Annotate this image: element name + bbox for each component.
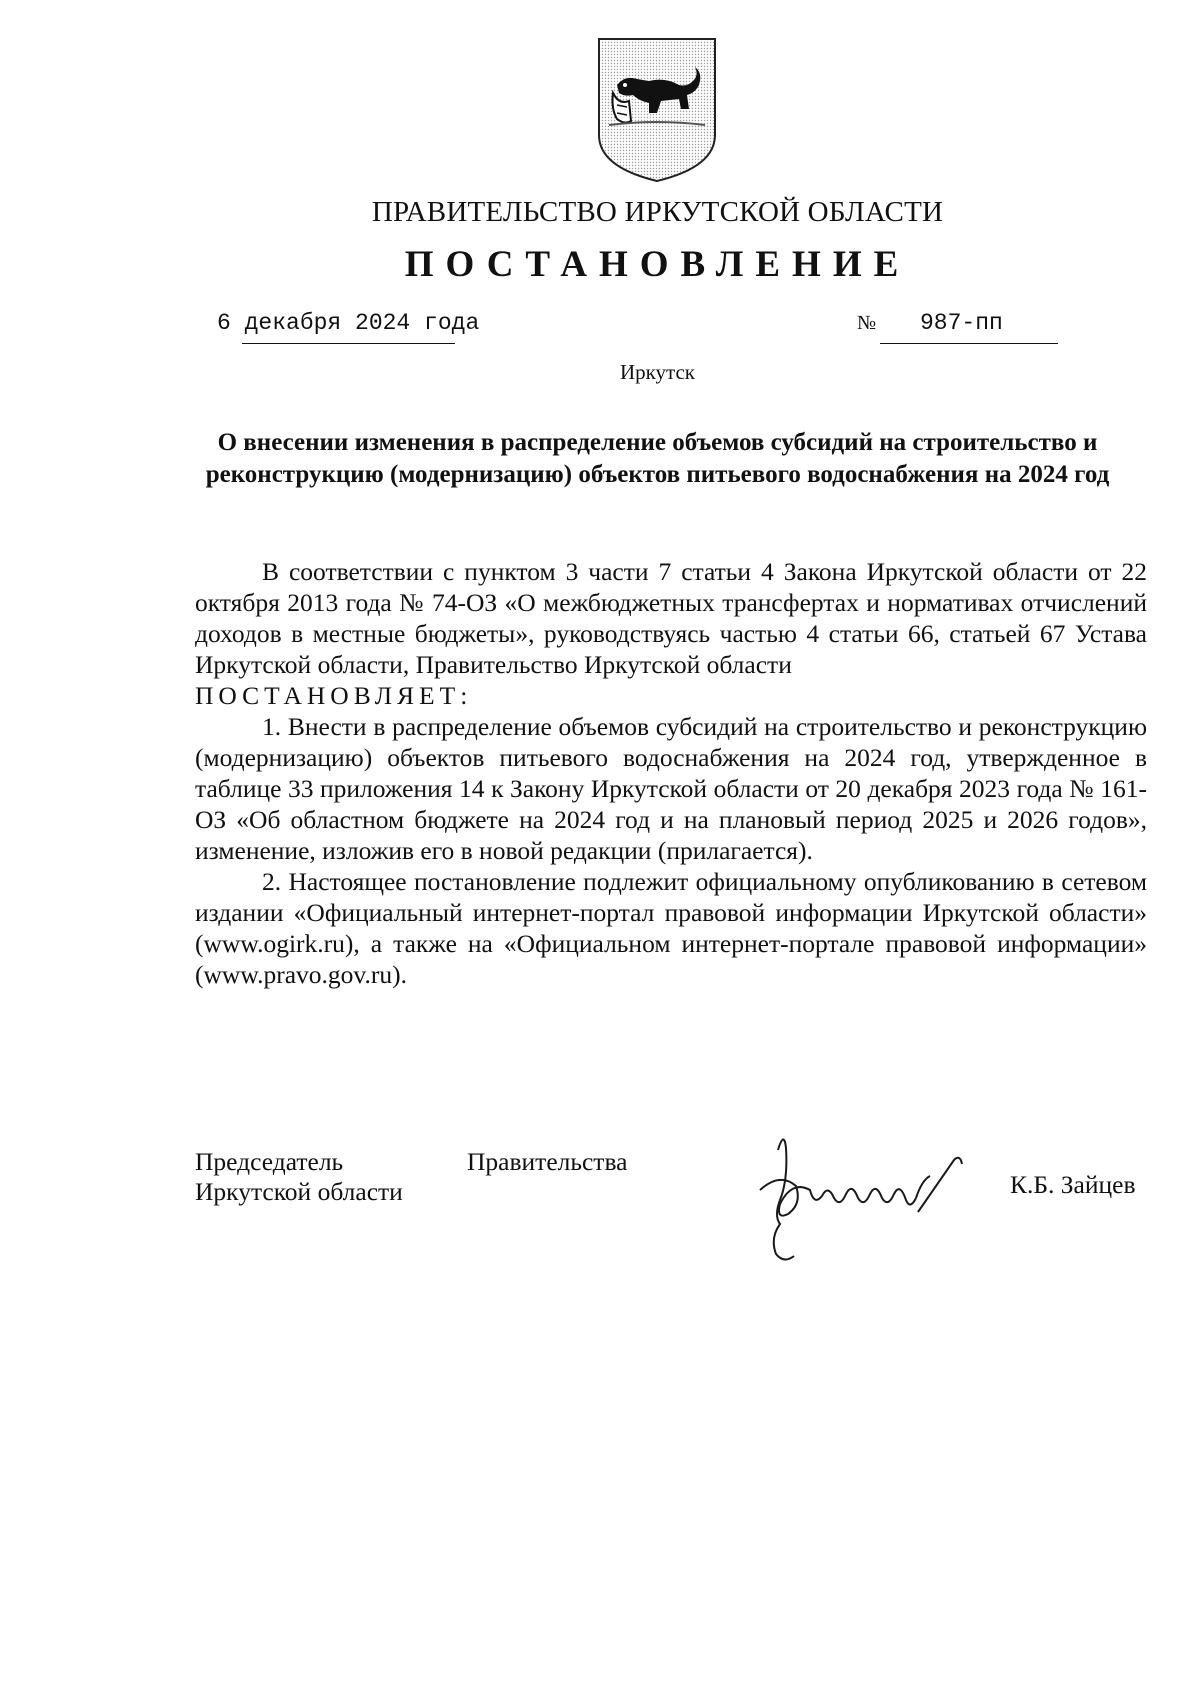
signer-role-region: Иркутской области bbox=[195, 1177, 403, 1206]
document-date: 6 декабря 2024 года bbox=[217, 310, 480, 336]
item-2-paragraph: 2. Настоящее постановление подлежит официальному опубликованию в сетевом издании «Официальный интернет-портал правовой информации Иркутской области» (www.ogirk.ru), а также на «Официальном интернет-портале правовой информации» (www.pravo.gov.ru). bbox=[195, 867, 1147, 989]
decree-word: ПОСТАНОВЛЯЕТ: bbox=[195, 681, 473, 710]
coat-of-arms-icon bbox=[595, 35, 719, 185]
signer-role-chairman: Председатель bbox=[195, 1147, 344, 1176]
city: Иркутск bbox=[619, 360, 696, 384]
signer-name: К.Б. Зайцев bbox=[1010, 1170, 1136, 1199]
signer-role-government: Правительства bbox=[467, 1147, 628, 1176]
number-underline bbox=[880, 343, 1058, 344]
document-heading: О внесении изменения в распределение объемов субсидий на строительство и реконструкцию (модернизацию) объектов питьевого водоснабжения на 2024 год bbox=[205, 429, 1110, 488]
preamble-paragraph: В соответствии с пунктом 3 части 7 статьи 4 Закона Иркутской области от 22 октября 2013 года № 74-ОЗ «О межбюджетных трансфертах и нормативах отчислений доходов в местные бюджеты», руководствуясь частью 4 статьи 66, статьей 67 Устава Иркутской области, Правительство Иркутской области bbox=[195, 557, 1147, 679]
handwritten-signature-icon bbox=[740, 1120, 970, 1265]
document-type: ПОСТАНОВЛЕНИЕ bbox=[404, 244, 911, 285]
document-number: 987-пп bbox=[920, 310, 1003, 336]
government-title: ПРАВИТЕЛЬСТВО ИРКУТСКОЙ ОБЛАСТИ bbox=[371, 196, 944, 228]
item-1-paragraph: 1. Внести в распределение объемов субсидий на строительство и реконструкцию (модернизацию) объектов питьевого водоснабжения на 2024 год, утвержденное в таблице 33 приложения 14 к Закону Иркутской области от 20 декабря 2023 года № 161-ОЗ «Об областном бюджете на 2024 год и на плановый период 2025 и 2026 годов», изменение, изложив его в новой редакции (прилагается). bbox=[195, 712, 1147, 865]
date-underline bbox=[242, 343, 455, 344]
number-sign: № bbox=[857, 312, 877, 334]
document-body bbox=[195, 556, 1147, 990]
